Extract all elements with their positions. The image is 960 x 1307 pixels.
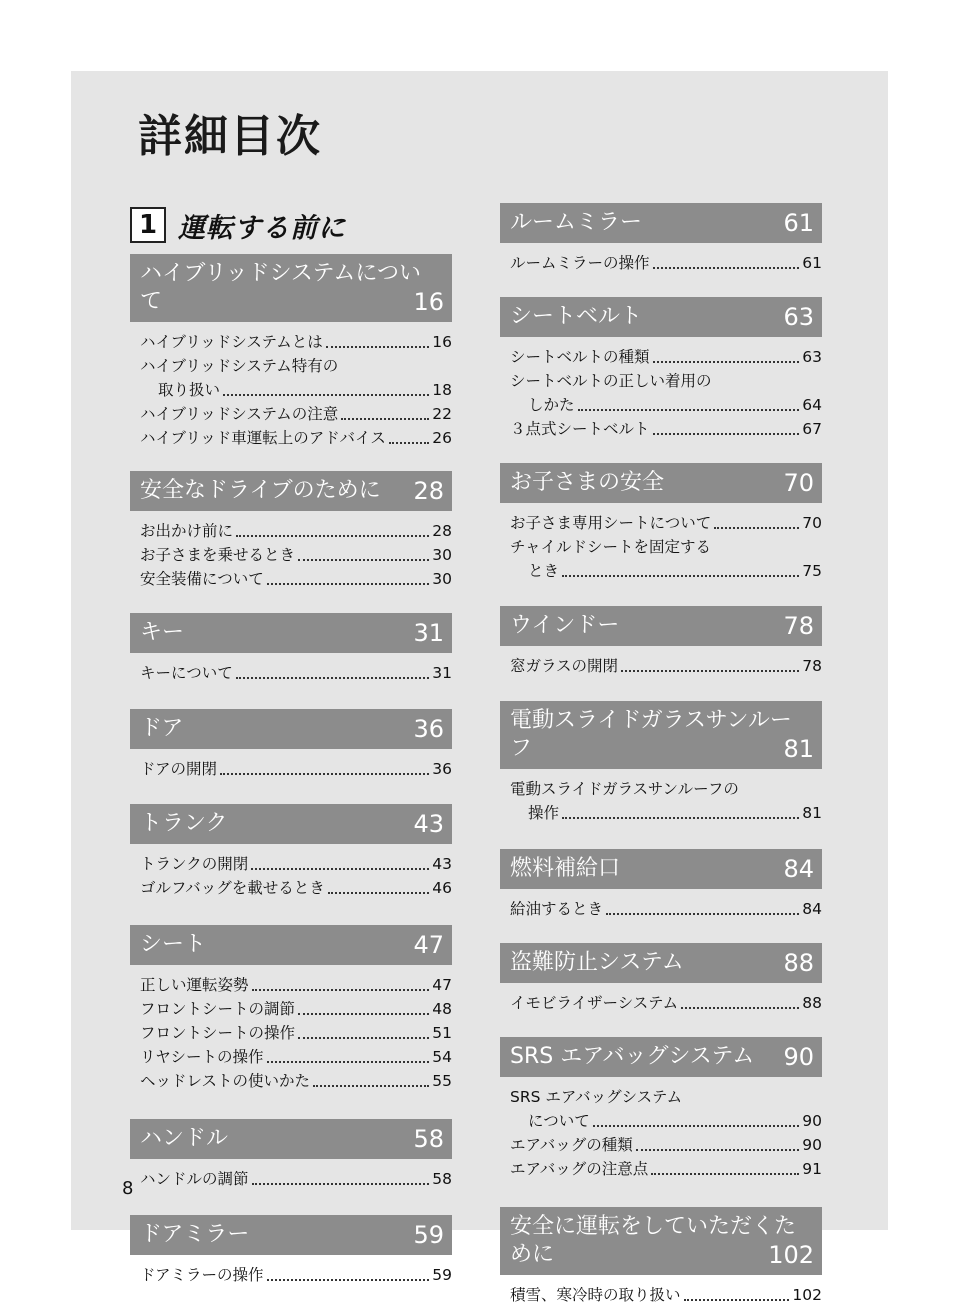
section-title: ルームミラー [510,210,643,235]
toc-entry-line1: 電動スライドガラスサンルーフの [510,780,739,798]
dot-leader [251,868,429,870]
section-entries [130,653,452,685]
page-number: 8 [122,1178,134,1199]
toc-entry-page: 91 [802,1160,822,1178]
section-page: 43 [413,810,444,838]
toc-entry-page: 64 [802,396,822,414]
toc-entry [140,330,452,354]
section-entries [130,511,452,591]
dot-leader [562,575,799,577]
section-entries [500,503,822,583]
section-title: SRS エアバッグシステム [510,1044,755,1069]
toc-entry-page: 47 [432,976,452,994]
toc-entry-page: 31 [432,664,452,682]
section-header [500,943,822,983]
toc-entry-line1: シートベルトの正しい着用の [510,372,712,390]
toc-entry-text: リヤシートの操作 [140,1048,264,1066]
section-page: 81 [783,735,814,763]
section-title: 燃料補給口 [510,856,621,881]
section-entries [500,243,822,275]
dot-leader [593,1125,800,1127]
toc-entry [140,1021,452,1045]
section-header [130,709,452,749]
toc-entry-text: 正しい運転姿勢 [140,976,249,994]
section-header [500,849,822,889]
section-header [500,463,822,503]
section-header [130,1119,452,1159]
toc-entry [510,417,822,441]
toc-entry-page: 54 [432,1048,452,1066]
section-title-line2: て [140,289,163,314]
toc-entry-page: 84 [802,900,822,918]
section-title: ウインドー [510,613,620,638]
toc-entry-page: 78 [802,657,822,675]
section-page: 58 [413,1125,444,1153]
toc-entry [140,1263,452,1287]
section-title: ドアミラー [140,1222,250,1247]
toc-section [130,1119,452,1191]
toc-entry-page: 63 [802,348,822,366]
dot-leader [562,817,799,819]
toc-entry-text: 窓ガラスの開閉 [510,657,619,675]
section-title: キー [140,620,185,645]
toc-entry-text: 積雪、寒冷時の取り扱い [510,1286,681,1304]
toc-section [500,297,822,441]
toc-entry-text: ゴルフバッグを載せるとき [140,879,325,897]
section-entries [130,844,452,900]
toc-entry [510,1283,822,1307]
toc-entry-text: フロントシートの調節 [140,1000,296,1018]
dot-leader [328,892,430,894]
section-entries [500,889,822,921]
toc-entry [510,511,822,535]
section-header [130,1215,452,1255]
section-header [500,1037,822,1077]
section-entries [130,1255,452,1287]
toc-left-column [130,254,452,1287]
toc-entry [140,426,452,450]
toc-entry-text: トランクの開閉 [140,855,249,873]
toc-entry-text: ハイブリッド車運転上のアドバイス [140,429,386,447]
section-title-line1: 電動スライドガラスサンルー [510,708,792,733]
section-title: ハンドル [140,1126,229,1151]
toc-entry-page: 67 [802,420,822,438]
toc-section [500,203,822,275]
toc-entry [140,997,452,1021]
toc-entry [510,345,822,369]
toc-entry-text: イモビライザーシステム [510,994,679,1012]
dot-leader [220,773,429,775]
toc-entry-page: 81 [802,804,822,822]
toc-entry-page: 90 [802,1136,822,1154]
section-header [500,1207,822,1275]
toc-entry-page: 61 [802,254,822,272]
section-page: 102 [768,1241,814,1269]
dot-leader [298,1013,429,1015]
dot-leader [267,583,430,585]
section-page: 90 [783,1043,814,1071]
toc-entry-text: シートベルトの種類 [510,348,650,366]
toc-section [130,1215,452,1287]
dot-leader [606,913,799,915]
section-title: シートベルト [510,304,643,329]
toc-entry [140,1167,452,1191]
toc-entry-page: 28 [432,522,452,540]
section-entries [500,983,822,1015]
toc-entry-text: ハイブリッドシステムとは [140,333,323,351]
toc-entry-text: 取り扱い [158,381,221,399]
toc-entry-text: とき [528,562,560,580]
section-title: 盗難防止システム [510,950,684,975]
toc-entry [140,402,452,426]
section-page: 88 [783,949,814,977]
dot-leader [298,559,429,561]
dot-leader [252,989,430,991]
section-entries [130,749,452,781]
section-title-line2: フ [510,736,533,761]
toc-entry-text: フロントシートの操作 [140,1024,296,1042]
toc-entry-page: 58 [432,1170,452,1188]
section-page: 63 [783,303,814,331]
toc-section [500,1207,822,1307]
toc-entry-page: 36 [432,760,452,778]
dot-leader [298,1037,429,1039]
section-page: 84 [783,855,814,883]
section-title-line1: ハイブリッドシステムについ [140,261,421,286]
toc-section [500,849,822,921]
toc-entry-page: 46 [432,879,452,897]
chapter-heading [130,204,346,246]
toc-entry [510,251,822,275]
toc-entry-page: 18 [432,381,452,399]
toc-section [130,925,452,1093]
dot-leader [621,670,799,672]
toc-entry-text: キーについて [140,664,233,682]
toc-section [130,254,452,450]
section-title: 安全なドライブのために [140,478,381,503]
toc-entry-page: 22 [432,405,452,423]
toc-section [500,606,822,678]
section-entries [500,337,822,441]
toc-entry [510,393,822,417]
toc-entry-text: 操作 [528,804,560,822]
toc-entry [510,654,822,678]
section-entries [500,1275,822,1307]
toc-section [130,804,452,900]
toc-entry-page: 75 [802,562,822,580]
toc-entry [140,567,452,591]
toc-entry-page: 88 [802,994,822,1012]
toc-entry-text: ヘッドレストの使いかた [140,1072,311,1090]
dot-leader [653,267,800,269]
section-title: お子さまの安全 [510,470,665,495]
section-title-line1: 安全に運転をしていただくた [510,1214,797,1239]
section-title: トランク [140,811,228,836]
toc-entry-page: 48 [432,1000,452,1018]
section-entries [500,1077,822,1181]
toc-entry [510,559,822,583]
toc-entry [140,757,452,781]
toc-entry-text: お子さまを乗せるとき [140,546,296,564]
section-entries [130,965,452,1093]
toc-entry-text: ドアミラーの操作 [140,1266,264,1284]
dot-leader [653,361,800,363]
section-entries [130,322,452,450]
toc-entry-line1: SRS エアバッグシステム [510,1088,683,1106]
dot-leader [653,433,800,435]
dot-leader [389,442,429,444]
section-entries [130,1159,452,1191]
section-header [500,297,822,337]
dot-leader [252,1183,430,1185]
section-entries [500,769,822,825]
section-header [130,925,452,965]
toc-section [500,463,822,583]
dot-leader [326,346,430,348]
dot-leader [236,535,429,537]
section-page: 36 [413,715,444,743]
dot-leader [341,418,429,420]
section-header [130,254,452,322]
section-header [500,606,822,646]
toc-entry-page: 55 [432,1072,452,1090]
toc-entry [140,543,452,567]
section-header [130,471,452,511]
section-header [130,613,452,653]
dot-leader [578,409,800,411]
toc-entry-line1: ハイブリッドシステム特有の [140,357,339,375]
section-page: 16 [413,288,444,316]
toc-entry [510,1109,822,1133]
section-page: 31 [413,619,444,647]
toc-entry-page: 51 [432,1024,452,1042]
toc-entry-text: について [528,1112,590,1130]
dot-leader [267,1279,430,1281]
toc-section [130,709,452,781]
toc-entry-page: 30 [432,570,452,588]
toc-entry-text: エアバッグの注意点 [510,1160,649,1178]
section-page: 47 [413,931,444,959]
section-title: シート [140,932,207,957]
toc-entry-page: 26 [432,429,452,447]
section-entries [500,646,822,678]
section-header [130,804,452,844]
toc-entry-page: 59 [432,1266,452,1284]
toc-entry [140,1069,452,1093]
dot-leader [236,677,430,679]
toc-entry-page: 102 [792,1286,822,1304]
toc-entry [510,897,822,921]
dot-leader [636,1149,800,1151]
toc-entry-text: 安全装備について [140,570,264,588]
toc-entry-page: 16 [432,333,452,351]
toc-entry [510,991,822,1015]
toc-section [130,471,452,591]
page-title: 詳細目次 [138,111,322,162]
toc-entry-text: しかた [528,396,575,414]
toc-entry-text: ドアの開閉 [140,760,218,778]
toc-entry [510,1157,822,1181]
section-page: 61 [783,209,814,237]
toc-entry [140,519,452,543]
dot-leader [267,1061,430,1063]
toc-entry-page: 43 [432,855,452,873]
toc-entry-page: 70 [802,514,822,532]
toc-entry [140,661,452,685]
toc-entry [140,876,452,900]
toc-entry-page: 90 [802,1112,822,1130]
dot-leader [223,394,429,396]
section-page: 70 [783,469,814,497]
section-page: 59 [413,1221,444,1249]
toc-entry [140,973,452,997]
toc-entry-text: お出かけ前に [140,522,234,540]
section-header [500,203,822,243]
chapter-title: 運転する前に [178,212,346,244]
section-page: 28 [413,477,444,505]
toc-right-column [500,203,822,1307]
toc-entry-text: ハイブリッドシステムの注意 [140,405,339,423]
toc-entry-text: ３点式シートベルト [510,420,650,438]
toc-entry-text: ハンドルの調節 [140,1170,249,1188]
section-header [500,701,822,769]
chapter-number: 1 [130,207,166,243]
toc-section [500,701,822,825]
toc-section [500,1037,822,1181]
toc-section [500,943,822,1015]
toc-entry [510,1133,822,1157]
toc-entry-line1: チャイルドシートを固定する [510,538,712,556]
section-page: 78 [783,612,814,640]
toc-entry [140,378,452,402]
dot-leader [651,1173,799,1175]
toc-entry-text: ルームミラーの操作 [510,254,650,272]
dot-leader [681,1007,799,1009]
toc-entry [510,801,822,825]
toc-entry [140,1045,452,1069]
dot-leader [714,527,799,529]
section-title-line2: めに [510,1242,555,1267]
toc-entry-text: 給油するとき [510,900,604,918]
toc-entry-text: お子さま専用シートについて [510,514,712,532]
toc-entry [140,852,452,876]
toc-entry-text: エアバッグの種類 [510,1136,633,1154]
section-title: ドア [140,716,184,741]
dot-leader [313,1085,429,1087]
dot-leader [684,1299,790,1301]
toc-entry-page: 30 [432,546,452,564]
toc-section [130,613,452,685]
